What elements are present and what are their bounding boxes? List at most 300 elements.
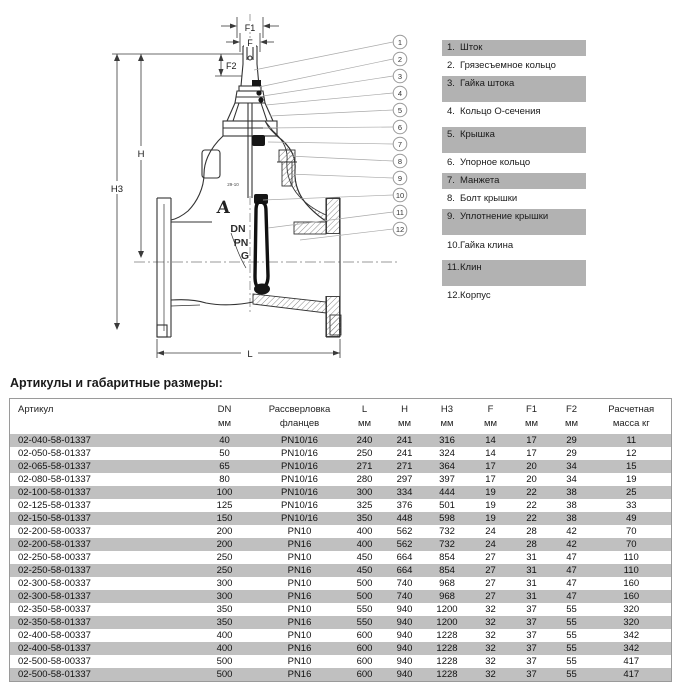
value-cell: PN16 (287, 669, 312, 680)
value-cell: PN10 (287, 526, 312, 537)
value-cell: 24 (485, 539, 496, 550)
value-cell: PN10/16 (281, 500, 318, 511)
value-cell: 940 (396, 617, 413, 628)
body-label-g: G (240, 250, 250, 262)
callout-number: 5 (397, 105, 403, 115)
value-cell: 22 (526, 487, 537, 498)
value-cell: PN10/16 (281, 487, 318, 498)
value-cell: 664 (396, 565, 413, 576)
value-cell: 940 (396, 669, 413, 680)
table-row (10, 538, 672, 551)
value-cell: 968 (439, 591, 455, 602)
table-row (10, 564, 672, 577)
value-cell: 160 (623, 591, 640, 602)
value-cell: 598 (439, 513, 455, 524)
table-row (10, 590, 672, 603)
value-cell: 20 (526, 474, 537, 485)
value-cell: 70 (625, 526, 637, 537)
parts-list (442, 40, 586, 306)
column-header: мм (357, 418, 372, 429)
part-label: Болт крышки (460, 193, 518, 204)
value-cell: 19 (485, 487, 496, 498)
value-cell: 501 (439, 500, 455, 511)
value-cell: 47 (566, 591, 577, 602)
part-label: Кольцо О-сечения (460, 106, 541, 117)
column-header: L (361, 404, 368, 415)
value-cell: 940 (396, 604, 413, 615)
value-cell: 400 (216, 643, 233, 654)
value-cell: 28 (526, 526, 537, 537)
value-cell: 250 (356, 448, 373, 459)
article-cell: 02-200-58-01337 (18, 539, 91, 550)
part-number: 10. (447, 240, 461, 251)
column-header: фланцев (279, 418, 320, 429)
article-cell: 02-150-58-01337 (18, 513, 91, 524)
part-number: 3. (447, 78, 455, 89)
part-number: 7. (447, 175, 455, 186)
dim-label-f1: F1 (244, 23, 256, 33)
value-cell: PN10 (287, 656, 312, 667)
callout-leader-6 (263, 127, 393, 128)
wedge-and-seals (252, 80, 270, 295)
value-cell: 42 (566, 539, 577, 550)
column-header: Рассверловка (268, 404, 331, 415)
value-cell: 27 (485, 591, 496, 602)
value-cell: 28 (526, 539, 537, 550)
part-number: 9. (447, 211, 455, 222)
value-cell: 17 (526, 435, 537, 446)
value-cell: 47 (566, 565, 577, 576)
dimensions-table (9, 398, 672, 682)
column-header: мм (397, 418, 412, 429)
article-cell: 02-040-58-01337 (18, 435, 91, 446)
value-cell: 37 (526, 643, 537, 654)
article-cell: 02-250-58-01337 (18, 565, 91, 576)
value-cell: 32 (485, 630, 496, 641)
table-row (10, 460, 672, 473)
column-header: H3 (440, 404, 454, 415)
value-cell: 37 (526, 656, 537, 667)
parts-list-item (442, 104, 586, 120)
value-cell: 444 (439, 487, 455, 498)
value-cell: 150 (216, 513, 233, 524)
value-cell: 17 (485, 474, 496, 485)
article-cell: 02-350-58-00337 (18, 604, 91, 615)
value-cell: 37 (526, 669, 537, 680)
value-cell: 940 (396, 656, 413, 667)
valve-body (157, 46, 340, 337)
value-cell: 33 (625, 500, 637, 511)
value-cell: 29 (566, 435, 577, 446)
part-number: 1. (447, 42, 455, 53)
value-cell: 550 (356, 617, 373, 628)
value-cell: 417 (623, 669, 640, 680)
brand-logo: A (216, 198, 231, 218)
value-cell: 450 (356, 565, 373, 576)
value-cell: 1228 (436, 669, 458, 680)
part-number: 11. (447, 262, 460, 273)
part-label: Уплотнение крышки (460, 211, 549, 222)
value-cell: PN16 (287, 591, 312, 602)
dim-label-h3: H3 (110, 184, 124, 195)
body-label-dn: DN (230, 223, 246, 235)
value-cell: 200 (216, 539, 233, 550)
value-cell: PN10/16 (281, 435, 318, 446)
value-cell: 15 (625, 461, 637, 472)
value-cell: 448 (396, 513, 413, 524)
table-row (10, 655, 672, 668)
value-cell: PN10 (287, 604, 312, 615)
part-label: Упорное кольцо (460, 157, 531, 168)
value-cell: PN16 (287, 643, 312, 654)
parts-list-item (442, 191, 586, 207)
value-cell: 350 (216, 604, 233, 615)
column-header: масса кг (612, 418, 650, 429)
table-title: Артикулы и габаритные размеры: (10, 376, 223, 390)
value-cell: PN10/16 (281, 461, 318, 472)
value-cell: PN16 (287, 539, 312, 550)
value-cell: 110 (623, 565, 639, 576)
column-header: Расчетная (608, 404, 655, 415)
value-cell: 740 (396, 591, 413, 602)
value-cell: 20 (526, 461, 537, 472)
article-cell: 02-400-58-01337 (18, 643, 91, 654)
callout-number: 12 (395, 224, 405, 234)
column-header: DN (217, 404, 232, 415)
callout-leader-3 (263, 76, 393, 96)
callout-leader-5 (270, 110, 393, 116)
value-cell: 297 (396, 474, 413, 485)
value-cell: 32 (485, 604, 496, 615)
value-cell: 400 (216, 630, 233, 641)
table-row (10, 473, 672, 486)
value-cell: 350 (356, 513, 373, 524)
callout-number: 4 (397, 88, 403, 98)
value-cell: 37 (526, 630, 537, 641)
value-cell: 325 (356, 500, 373, 511)
value-cell: 32 (485, 643, 496, 654)
callout-number: 1 (397, 37, 403, 47)
value-cell: 47 (566, 552, 577, 563)
column-header (10, 417, 195, 434)
value-cell: 38 (566, 513, 577, 524)
column-header: F2 (565, 404, 578, 415)
value-cell: 600 (356, 643, 373, 654)
part-label: Гайка клина (460, 240, 514, 251)
value-cell: 250 (216, 552, 233, 563)
table-row (10, 616, 672, 629)
part-label: Грязесъемное кольцо (460, 60, 556, 71)
value-cell: 1200 (436, 617, 458, 628)
part-label: Клин (460, 262, 482, 273)
value-cell: 300 (216, 578, 233, 589)
parts-list-item (442, 209, 586, 235)
value-cell: 562 (396, 526, 413, 537)
value-cell: 350 (216, 617, 233, 628)
value-cell: 300 (216, 591, 233, 602)
callout-number: 6 (397, 122, 403, 132)
drawing-labels (107, 22, 259, 360)
article-cell: 02-400-58-00337 (18, 630, 91, 641)
value-cell: 200 (216, 526, 233, 537)
article-cell: 02-050-58-01337 (18, 448, 91, 459)
value-cell: PN10 (287, 552, 312, 563)
column-header: H (401, 404, 408, 415)
callout-number: 11 (396, 207, 404, 217)
value-cell: 55 (566, 604, 577, 615)
value-cell: 55 (566, 656, 577, 667)
article-cell: 02-080-58-01337 (18, 474, 91, 485)
value-cell: 14 (485, 448, 496, 459)
column-header: мм (217, 418, 232, 429)
value-cell: 600 (356, 630, 373, 641)
value-cell: 968 (439, 578, 455, 589)
value-cell: 37 (526, 604, 537, 615)
value-cell: 160 (623, 578, 640, 589)
value-cell: 300 (356, 487, 373, 498)
value-cell: 17 (526, 448, 537, 459)
value-cell: 342 (623, 643, 640, 654)
table-row (10, 512, 672, 525)
value-cell: 1228 (436, 630, 458, 641)
value-cell: 27 (485, 552, 496, 563)
part-number: 4. (447, 106, 455, 117)
value-cell: 55 (566, 617, 577, 628)
column-header: F (487, 404, 494, 415)
value-cell: 250 (216, 565, 233, 576)
table-row (10, 447, 672, 460)
value-cell: 500 (216, 669, 233, 680)
dim-label-f: F (247, 38, 253, 48)
value-cell: 664 (396, 552, 413, 563)
article-cell: 02-100-58-01337 (18, 487, 91, 498)
value-cell: 854 (439, 552, 455, 563)
parts-list-item (442, 173, 586, 189)
callout-number: 2 (397, 54, 403, 64)
value-cell: 32 (485, 617, 496, 628)
value-cell: 19 (485, 513, 496, 524)
value-cell: 732 (439, 539, 455, 550)
value-cell: 600 (356, 656, 373, 667)
part-number: 12. (447, 290, 461, 301)
table-row (10, 603, 672, 616)
value-cell: 11 (626, 435, 637, 446)
value-cell: 34 (566, 461, 577, 472)
parts-list-item (442, 155, 586, 171)
value-cell: PN16 (287, 565, 312, 576)
value-cell: 400 (356, 526, 373, 537)
value-cell: 125 (216, 500, 233, 511)
part-label: Шток (460, 42, 483, 53)
parts-list-item (442, 260, 586, 286)
value-cell: 1200 (436, 604, 458, 615)
part-number: 8. (447, 193, 455, 204)
value-cell: 397 (439, 474, 455, 485)
value-cell: 31 (526, 565, 537, 576)
value-cell: 320 (623, 604, 640, 615)
value-cell: 17 (485, 461, 496, 472)
callout-number: 7 (397, 139, 403, 149)
value-cell: 854 (439, 565, 455, 576)
callout-leader-1 (254, 42, 393, 70)
table-row (10, 525, 672, 538)
value-cell: 342 (623, 630, 640, 641)
column-header: Артикул (18, 404, 54, 415)
table-row (10, 668, 672, 682)
table-row (10, 434, 672, 447)
callout-number: 9 (397, 173, 403, 183)
dim-label-f2: F2 (226, 61, 237, 71)
parts-list-item (442, 40, 586, 56)
value-cell: 740 (396, 578, 413, 589)
value-cell: 24 (485, 526, 496, 537)
table-row (10, 629, 672, 642)
value-cell: 417 (623, 656, 640, 667)
value-cell: 241 (396, 435, 413, 446)
parts-list-item (442, 58, 586, 74)
value-cell: 55 (566, 669, 577, 680)
column-header: мм (564, 418, 579, 429)
article-cell: 02-125-58-01337 (18, 500, 91, 511)
value-cell: 22 (526, 513, 537, 524)
dim-label-h: H (137, 149, 145, 160)
value-cell: 38 (566, 487, 577, 498)
value-cell: 49 (625, 513, 637, 524)
article-cell: 02-065-58-01337 (18, 461, 91, 472)
value-cell: 40 (219, 435, 230, 446)
value-cell: 241 (396, 448, 413, 459)
callout-number: 8 (397, 156, 403, 166)
header-row (10, 417, 672, 434)
value-cell: 32 (485, 656, 496, 667)
value-cell: 400 (356, 539, 373, 550)
column-header: F1 (525, 404, 538, 415)
value-cell: 12 (625, 448, 637, 459)
value-cell: 376 (396, 500, 413, 511)
value-cell: 80 (219, 474, 230, 485)
value-cell: 271 (396, 461, 413, 472)
value-cell: 32 (485, 669, 496, 680)
value-cell: 271 (356, 461, 373, 472)
value-cell: 1228 (436, 643, 458, 654)
value-cell: 320 (623, 617, 640, 628)
value-cell: 27 (485, 565, 496, 576)
value-cell: 600 (356, 669, 373, 680)
parts-list-item (442, 76, 586, 102)
value-cell: 31 (526, 591, 537, 602)
article-cell: 02-250-58-00337 (18, 552, 91, 563)
value-cell: 240 (356, 435, 373, 446)
dim-label-l: L (247, 349, 253, 360)
part-label: Манжета (460, 175, 500, 186)
value-cell: 55 (566, 643, 577, 654)
value-cell: 65 (219, 461, 230, 472)
article-cell: 02-300-58-00337 (18, 578, 91, 589)
callout-leader-8 (289, 156, 393, 161)
value-cell: 47 (566, 578, 577, 589)
value-cell: 31 (526, 578, 537, 589)
part-number: 5. (447, 129, 455, 140)
value-cell: 500 (356, 578, 373, 589)
value-cell: 42 (566, 526, 577, 537)
value-cell: 19 (485, 500, 496, 511)
parts-list-item (442, 288, 586, 304)
value-cell: 100 (216, 487, 233, 498)
table-row (10, 486, 672, 499)
value-cell: 940 (396, 630, 413, 641)
value-cell: 316 (439, 435, 455, 446)
table-row (10, 499, 672, 512)
body-label-pn: PN (233, 237, 249, 249)
callout-leader-4 (266, 93, 393, 105)
body-stamp: 29-10 (227, 182, 239, 187)
value-cell: 29 (566, 448, 577, 459)
value-cell: 55 (566, 630, 577, 641)
parts-list-item (442, 238, 586, 254)
callout-number: 10 (395, 190, 405, 200)
table-row (10, 577, 672, 590)
value-cell: 364 (439, 461, 455, 472)
part-label: Корпус (460, 290, 491, 301)
value-cell: 500 (216, 656, 233, 667)
article-cell: 02-200-58-00337 (18, 526, 91, 537)
value-cell: 31 (526, 552, 537, 563)
value-cell: PN10/16 (281, 474, 318, 485)
value-cell: 550 (356, 604, 373, 615)
part-label: Гайка штока (460, 78, 515, 89)
dimensions-table-wrap (9, 398, 671, 682)
parts-list-item (442, 127, 586, 153)
value-cell: 562 (396, 539, 413, 550)
header-row (10, 399, 672, 418)
valve-technical-drawing (0, 0, 440, 375)
article-cell: 02-300-58-01337 (18, 591, 91, 602)
part-label: Крышка (460, 129, 495, 140)
table-row (10, 642, 672, 655)
value-cell: 38 (566, 500, 577, 511)
callout-leader-9 (288, 174, 393, 178)
value-cell: 280 (356, 474, 373, 485)
value-cell: 34 (566, 474, 577, 485)
value-cell: 500 (356, 591, 373, 602)
value-cell: 334 (396, 487, 413, 498)
value-cell: 25 (625, 487, 637, 498)
value-cell: 1228 (436, 656, 458, 667)
value-cell: 324 (439, 448, 455, 459)
value-cell: 37 (526, 617, 537, 628)
value-cell: 940 (396, 643, 413, 654)
value-cell: 22 (526, 500, 537, 511)
part-number: 6. (447, 157, 455, 168)
value-cell: 70 (625, 539, 637, 550)
value-cell: 14 (485, 435, 496, 446)
column-header: мм (440, 418, 454, 429)
article-cell: 02-500-58-01337 (18, 669, 91, 680)
value-cell: PN10 (287, 578, 312, 589)
value-cell: PN10 (287, 630, 312, 641)
value-cell: 27 (485, 578, 496, 589)
article-cell: 02-500-58-00337 (18, 656, 91, 667)
value-cell: PN16 (287, 617, 312, 628)
value-cell: 19 (625, 474, 637, 485)
callout-leader-2 (259, 59, 393, 87)
value-cell: 732 (439, 526, 455, 537)
value-cell: PN10/16 (281, 448, 318, 459)
table-row (10, 551, 672, 564)
article-cell: 02-350-58-01337 (18, 617, 91, 628)
column-header: мм (524, 418, 539, 429)
value-cell: 50 (219, 448, 230, 459)
